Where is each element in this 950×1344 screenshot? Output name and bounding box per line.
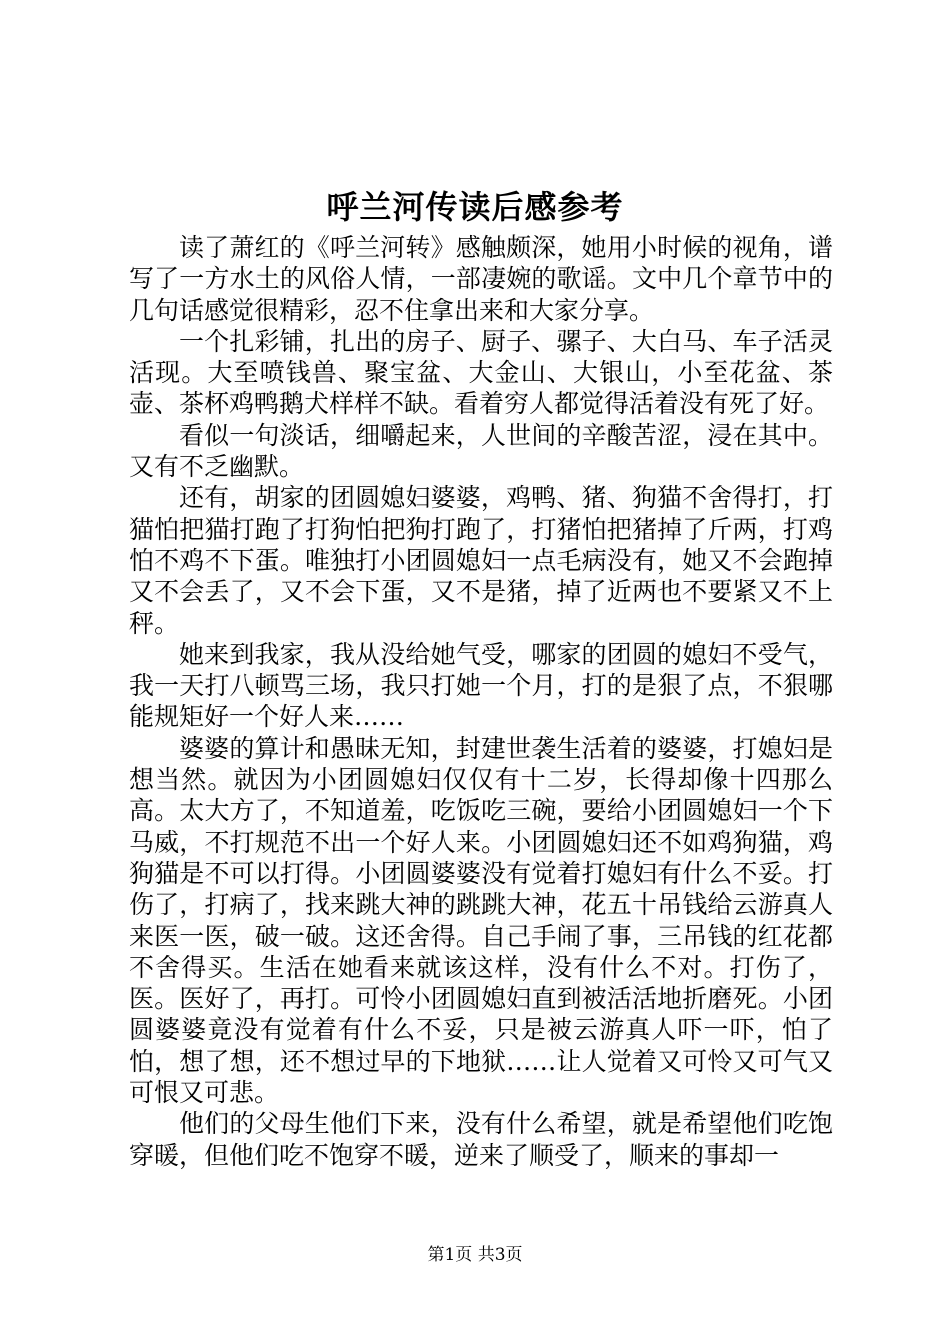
document-title: 呼兰河传读后感参考 (326, 188, 624, 226)
paragraph: 读了萧红的《呼兰河转》感触颇深，她用小时候的视角，谱写了一方水土的风俗人情，一部凄婉的歌谣。文中几个章节中的几句话感觉很精彩，忍不住拿出来和大家分享。 (129, 233, 833, 325)
page-footer: 第1页 共3页 (427, 1245, 523, 1265)
paragraph: 一个扎彩铺，扎出的房子、厨子、骡子、大白马、车子活灵活现。大至喷钱兽、聚宝盆、大金山、大银山，小至花盆、茶壶、茶杯鸡鸭鹅犬样样不缺。看着穷人都觉得活着没有死了好。 (129, 326, 833, 419)
document-body (129, 232, 833, 1171)
paragraph: 婆婆的算计和愚昧无知，封建世袭生活着的婆婆，打媳妇是想当然。就因为小团圆媳妇仅仅有十二岁，长得却像十四那么高。太大方了，不知道羞，吃饭吃三碗，要给小团圆媳妇一个下马威，不打规范不出一个好人来。小团圆媳妇还不如鸡狗猫，鸡狗猫是不可以打得。小团圆婆婆没有觉着打媳妇有什么不妥。打伤了，打病了，找来跳大神的跳跳大神，花五十吊钱给云游真人来医一医，破一破。这还舍得。自己手闹了事，三吊钱的红花都不舍得买。生活在她看来就该这样，没有什么不对。打伤了，医。医好了，再打。可怜小团圆媳妇直到被活活地折磨死。小团圆婆婆竟没有觉着有什么不妥，只是被云游真人吓一吓，怕了怕，想了想，还不想过早的下地狱……让人觉着又可怜又可气又可恨又可悲。 (129, 733, 833, 1108)
paragraph: 看似一句淡话，细嚼起来，人世间的辛酸苦涩，浸在其中。又有不乏幽默。 (129, 420, 833, 482)
paragraph: 她来到我家，我从没给她气受，哪家的团圆的媳妇不受气，我一天打八顿骂三场，我只打她一个月，打的是狠了点，不狠哪能规矩好一个好人来…… (129, 639, 833, 732)
paragraph: 他们的父母生他们下来，没有什么希望，就是希望他们吃饱穿暖，但他们吃不饱穿不暖，逆来了顺受了，顺来的事却一 (129, 1109, 833, 1170)
paragraph: 还有，胡家的团圆媳妇婆婆，鸡鸭、猪、狗猫不舍得打，打猫怕把猫打跑了打狗怕把狗打跑了，打猪怕把猪掉了斤两，打鸡怕不鸡不下蛋。唯独打小团圆媳妇一点毛病没有，她又不会跑掉又不会丢了，又不会下蛋，又不是猪，掉了近两也不要紧又不上秤。 (129, 483, 833, 638)
